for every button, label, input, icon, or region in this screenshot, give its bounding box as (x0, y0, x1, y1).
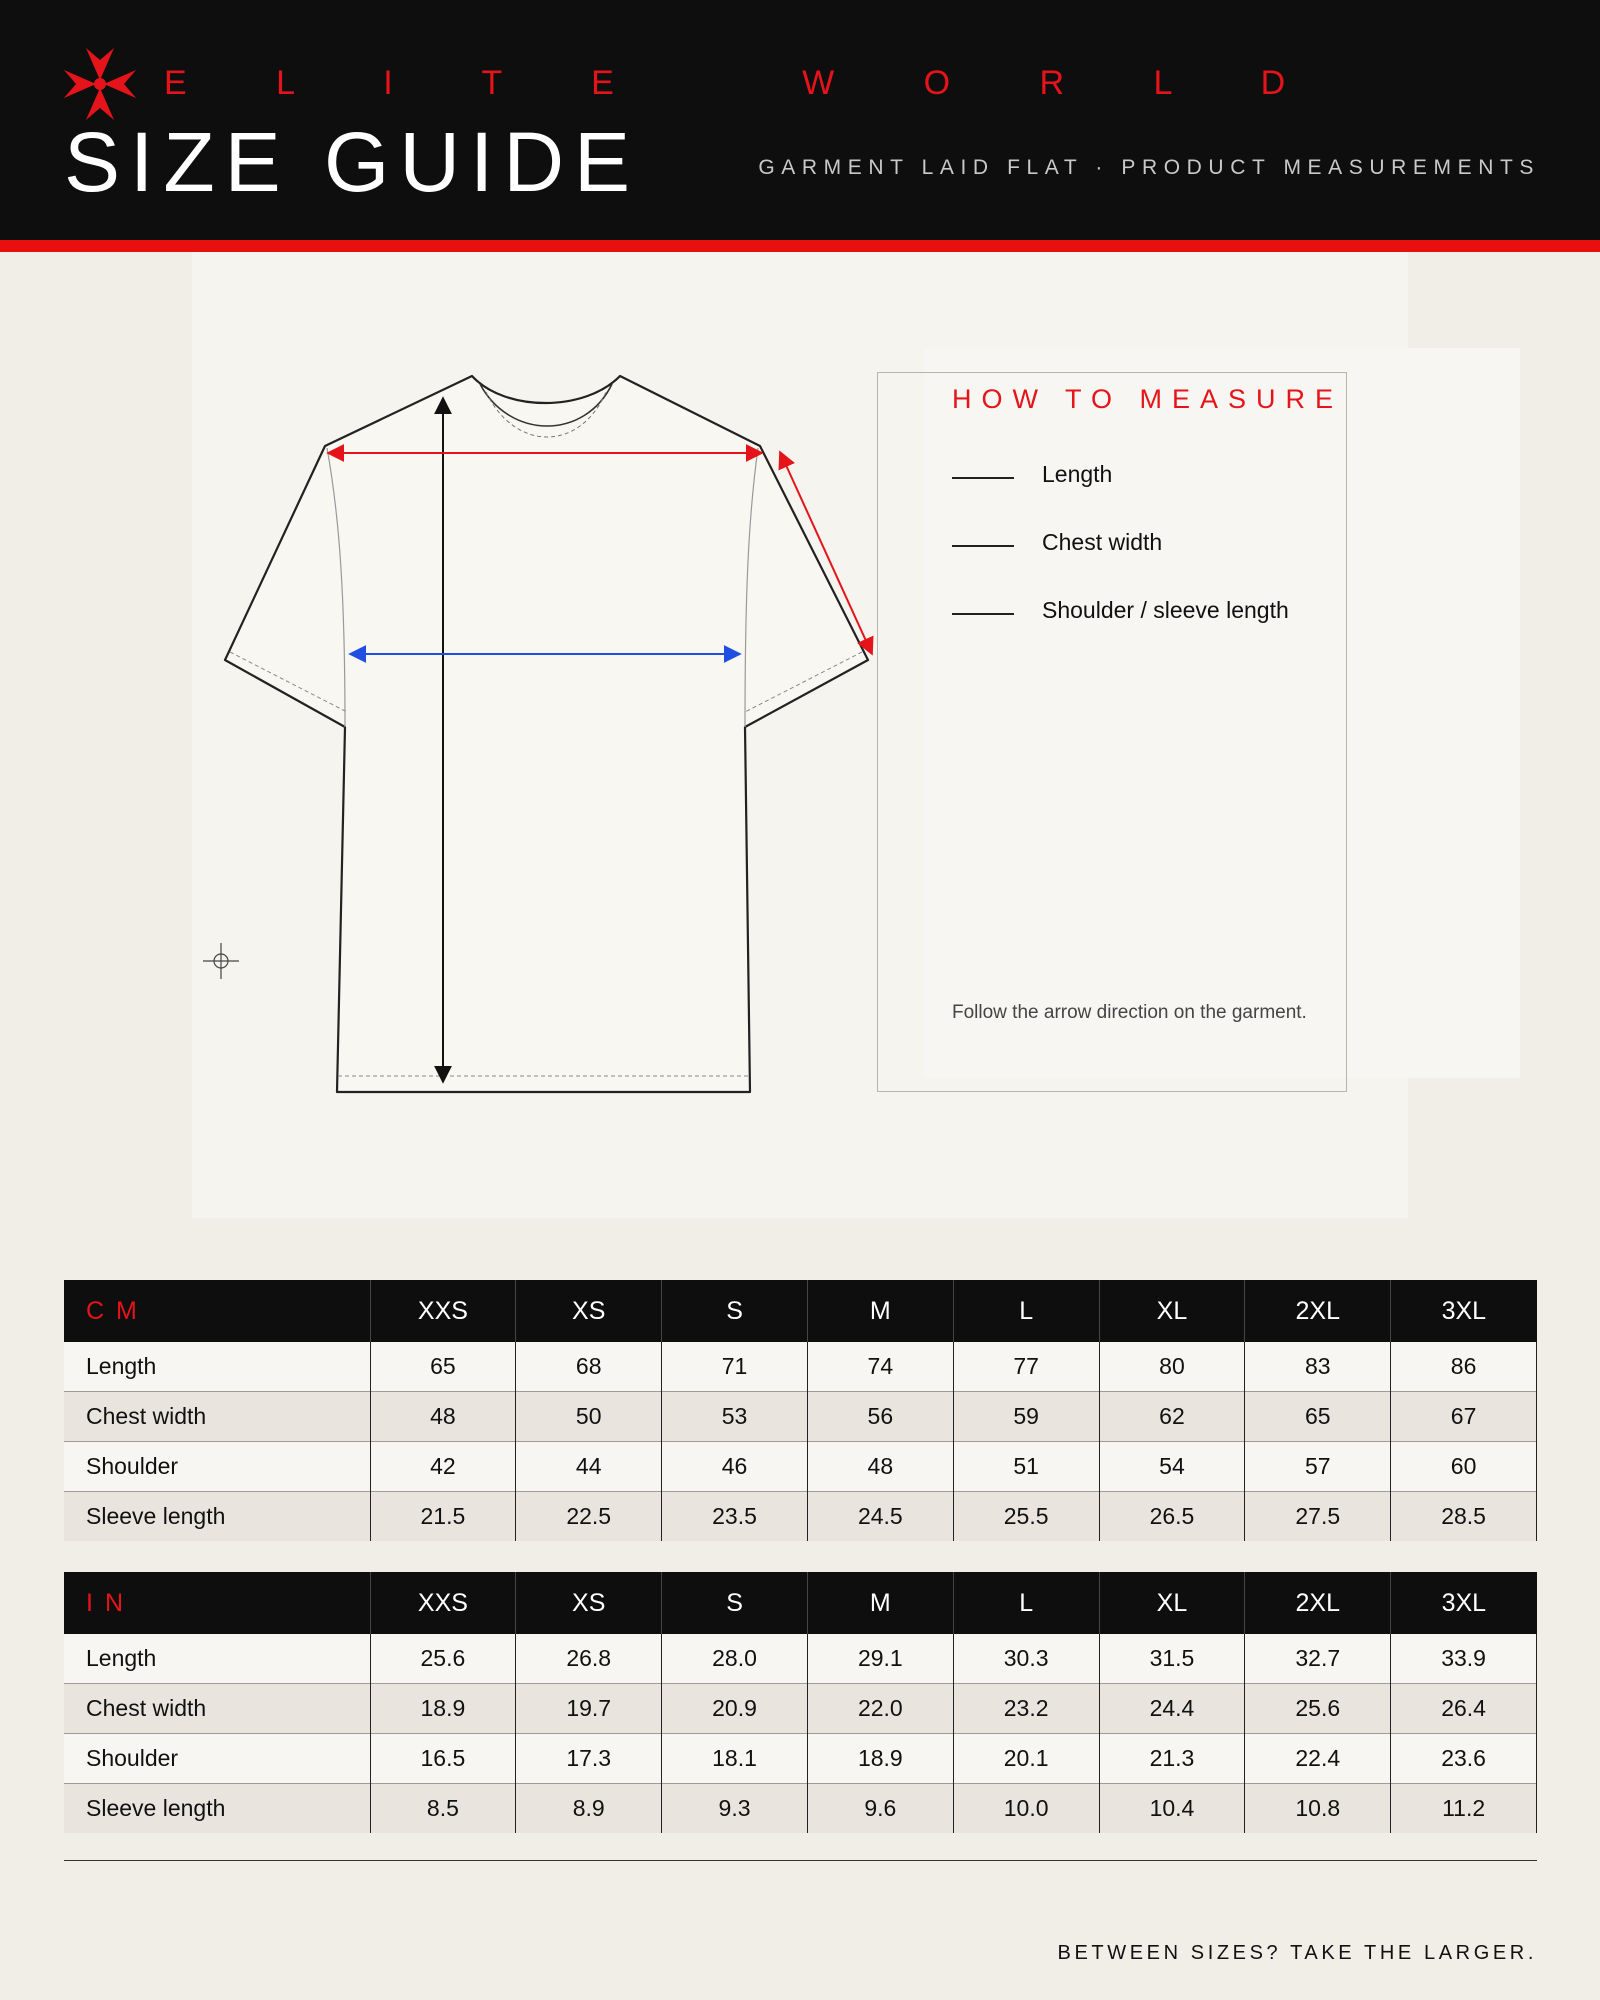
tshirt-outline (225, 376, 868, 1092)
table-cell: 20.9 (662, 1684, 808, 1734)
table-cell: 9.3 (662, 1784, 808, 1834)
legend-line (952, 477, 1014, 479)
size-header: 3XL (1391, 1572, 1537, 1634)
table-cell: 10.8 (1245, 1784, 1391, 1834)
row-label: Sleeve length (64, 1492, 370, 1542)
table-cell: 27.5 (1245, 1492, 1391, 1542)
row-label: Length (64, 1634, 370, 1684)
table-cell: 32.7 (1245, 1634, 1391, 1684)
table-cell: 16.5 (370, 1734, 516, 1784)
row-label: Shoulder (64, 1442, 370, 1492)
size-header: L (953, 1280, 1099, 1342)
table-cell: 29.1 (807, 1634, 953, 1684)
table-cell: 77 (953, 1342, 1099, 1392)
size-header: S (662, 1572, 808, 1634)
table-cell: 25.6 (370, 1634, 516, 1684)
size-header: L (953, 1572, 1099, 1634)
size-header: S (662, 1280, 808, 1342)
table-cell: 24.4 (1099, 1684, 1245, 1734)
table-cell: 86 (1391, 1342, 1537, 1392)
table-cell: 56 (807, 1392, 953, 1442)
registration-mark-left (203, 943, 239, 979)
table-cell: 48 (807, 1442, 953, 1492)
table-cell: 65 (370, 1342, 516, 1392)
table-cell: 74 (807, 1342, 953, 1392)
table-row (64, 1342, 1537, 1392)
table-cell: 51 (953, 1442, 1099, 1492)
row-label: Shoulder (64, 1734, 370, 1784)
size-table-in (64, 1572, 1537, 1833)
legend-label: Shoulder / sleeve length (1042, 597, 1289, 623)
row-label: Chest width (64, 1684, 370, 1734)
size-header: 2XL (1245, 1572, 1391, 1634)
size-table-cm (64, 1280, 1537, 1541)
table-cell: 83 (1245, 1342, 1391, 1392)
table-cell: 23.6 (1391, 1734, 1537, 1784)
table-cell: 42 (370, 1442, 516, 1492)
table-cell: 31.5 (1099, 1634, 1245, 1684)
table-cell: 8.9 (516, 1784, 662, 1834)
table-header-row (64, 1280, 1537, 1342)
table-cell: 28.5 (1391, 1492, 1537, 1542)
page-subtitle: GARMENT LAID FLAT · PRODUCT MEASUREMENTS (758, 156, 1540, 179)
table-cell: 71 (662, 1342, 808, 1392)
table-cell: 18.9 (370, 1684, 516, 1734)
size-header: XL (1099, 1572, 1245, 1634)
table-cell: 33.9 (1391, 1634, 1537, 1684)
table-cell: 25.5 (953, 1492, 1099, 1542)
table-cell: 20.1 (953, 1734, 1099, 1784)
table-cell: 65 (1245, 1392, 1391, 1442)
size-header: XS (516, 1280, 662, 1342)
table-row (64, 1442, 1537, 1492)
table-cell: 68 (516, 1342, 662, 1392)
table-row (64, 1492, 1537, 1542)
table-cell: 44 (516, 1442, 662, 1492)
table-cell: 26.4 (1391, 1684, 1537, 1734)
table-cell: 22.4 (1245, 1734, 1391, 1784)
table-row (64, 1634, 1537, 1684)
table-cell: 60 (1391, 1442, 1537, 1492)
table-row (64, 1392, 1537, 1442)
table-cell: 67 (1391, 1392, 1537, 1442)
table-cell: 19.7 (516, 1684, 662, 1734)
legend-line (952, 613, 1014, 615)
table-cell: 80 (1099, 1342, 1245, 1392)
size-header: XXS (370, 1572, 516, 1634)
legend-label: Length (1042, 461, 1113, 487)
table-row (64, 1684, 1537, 1734)
table-cell: 23.5 (662, 1492, 808, 1542)
table-header-row (64, 1572, 1537, 1634)
table-cell: 54 (1099, 1442, 1245, 1492)
size-header: XS (516, 1572, 662, 1634)
row-label: Sleeve length (64, 1784, 370, 1834)
table-cell: 30.3 (953, 1634, 1099, 1684)
table-cell: 59 (953, 1392, 1099, 1442)
table-cell: 21.3 (1099, 1734, 1245, 1784)
table-cell: 21.5 (370, 1492, 516, 1542)
table-cell: 8.5 (370, 1784, 516, 1834)
table-cell: 10.0 (953, 1784, 1099, 1834)
table-row (64, 1784, 1537, 1834)
row-label: Chest width (64, 1392, 370, 1442)
table-cell: 18.9 (807, 1734, 953, 1784)
table-cell: 28.0 (662, 1634, 808, 1684)
size-header: 2XL (1245, 1280, 1391, 1342)
table-cell: 50 (516, 1392, 662, 1442)
table-cell: 53 (662, 1392, 808, 1442)
table-cell: 9.6 (807, 1784, 953, 1834)
size-header: M (807, 1280, 953, 1342)
table-cell: 23.2 (953, 1684, 1099, 1734)
unit-label: CM (64, 1280, 370, 1342)
legend-line (952, 545, 1014, 547)
how-to-measure-note: Follow the arrow direction on the garment. (952, 1002, 1307, 1023)
table-cell: 46 (662, 1442, 808, 1492)
table-cell: 26.8 (516, 1634, 662, 1684)
size-header: XL (1099, 1280, 1245, 1342)
footer-divider (64, 1860, 1537, 1861)
table-cell: 10.4 (1099, 1784, 1245, 1834)
table-cell: 48 (370, 1392, 516, 1442)
size-header: XXS (370, 1280, 516, 1342)
table-cell: 11.2 (1391, 1784, 1537, 1834)
table-cell: 18.1 (662, 1734, 808, 1784)
row-label: Length (64, 1342, 370, 1392)
unit-label: IN (64, 1572, 370, 1634)
page-title: SIZE GUIDE (64, 115, 641, 209)
table-cell: 22.5 (516, 1492, 662, 1542)
how-to-measure-title: HOW TO MEASURE (952, 384, 1344, 414)
table-cell: 24.5 (807, 1492, 953, 1542)
table-cell: 62 (1099, 1392, 1245, 1442)
table-row (64, 1734, 1537, 1784)
legend-label: Chest width (1042, 529, 1163, 555)
size-header: M (807, 1572, 953, 1634)
size-header: 3XL (1391, 1280, 1537, 1342)
table-cell: 25.6 (1245, 1684, 1391, 1734)
table-cell: 22.0 (807, 1684, 953, 1734)
footer-note: BETWEEN SIZES? TAKE THE LARGER. (1057, 1942, 1537, 1964)
table-cell: 17.3 (516, 1734, 662, 1784)
table-cell: 26.5 (1099, 1492, 1245, 1542)
table-cell: 57 (1245, 1442, 1391, 1492)
brand-name: E L I T E W O R L D (164, 64, 1326, 102)
